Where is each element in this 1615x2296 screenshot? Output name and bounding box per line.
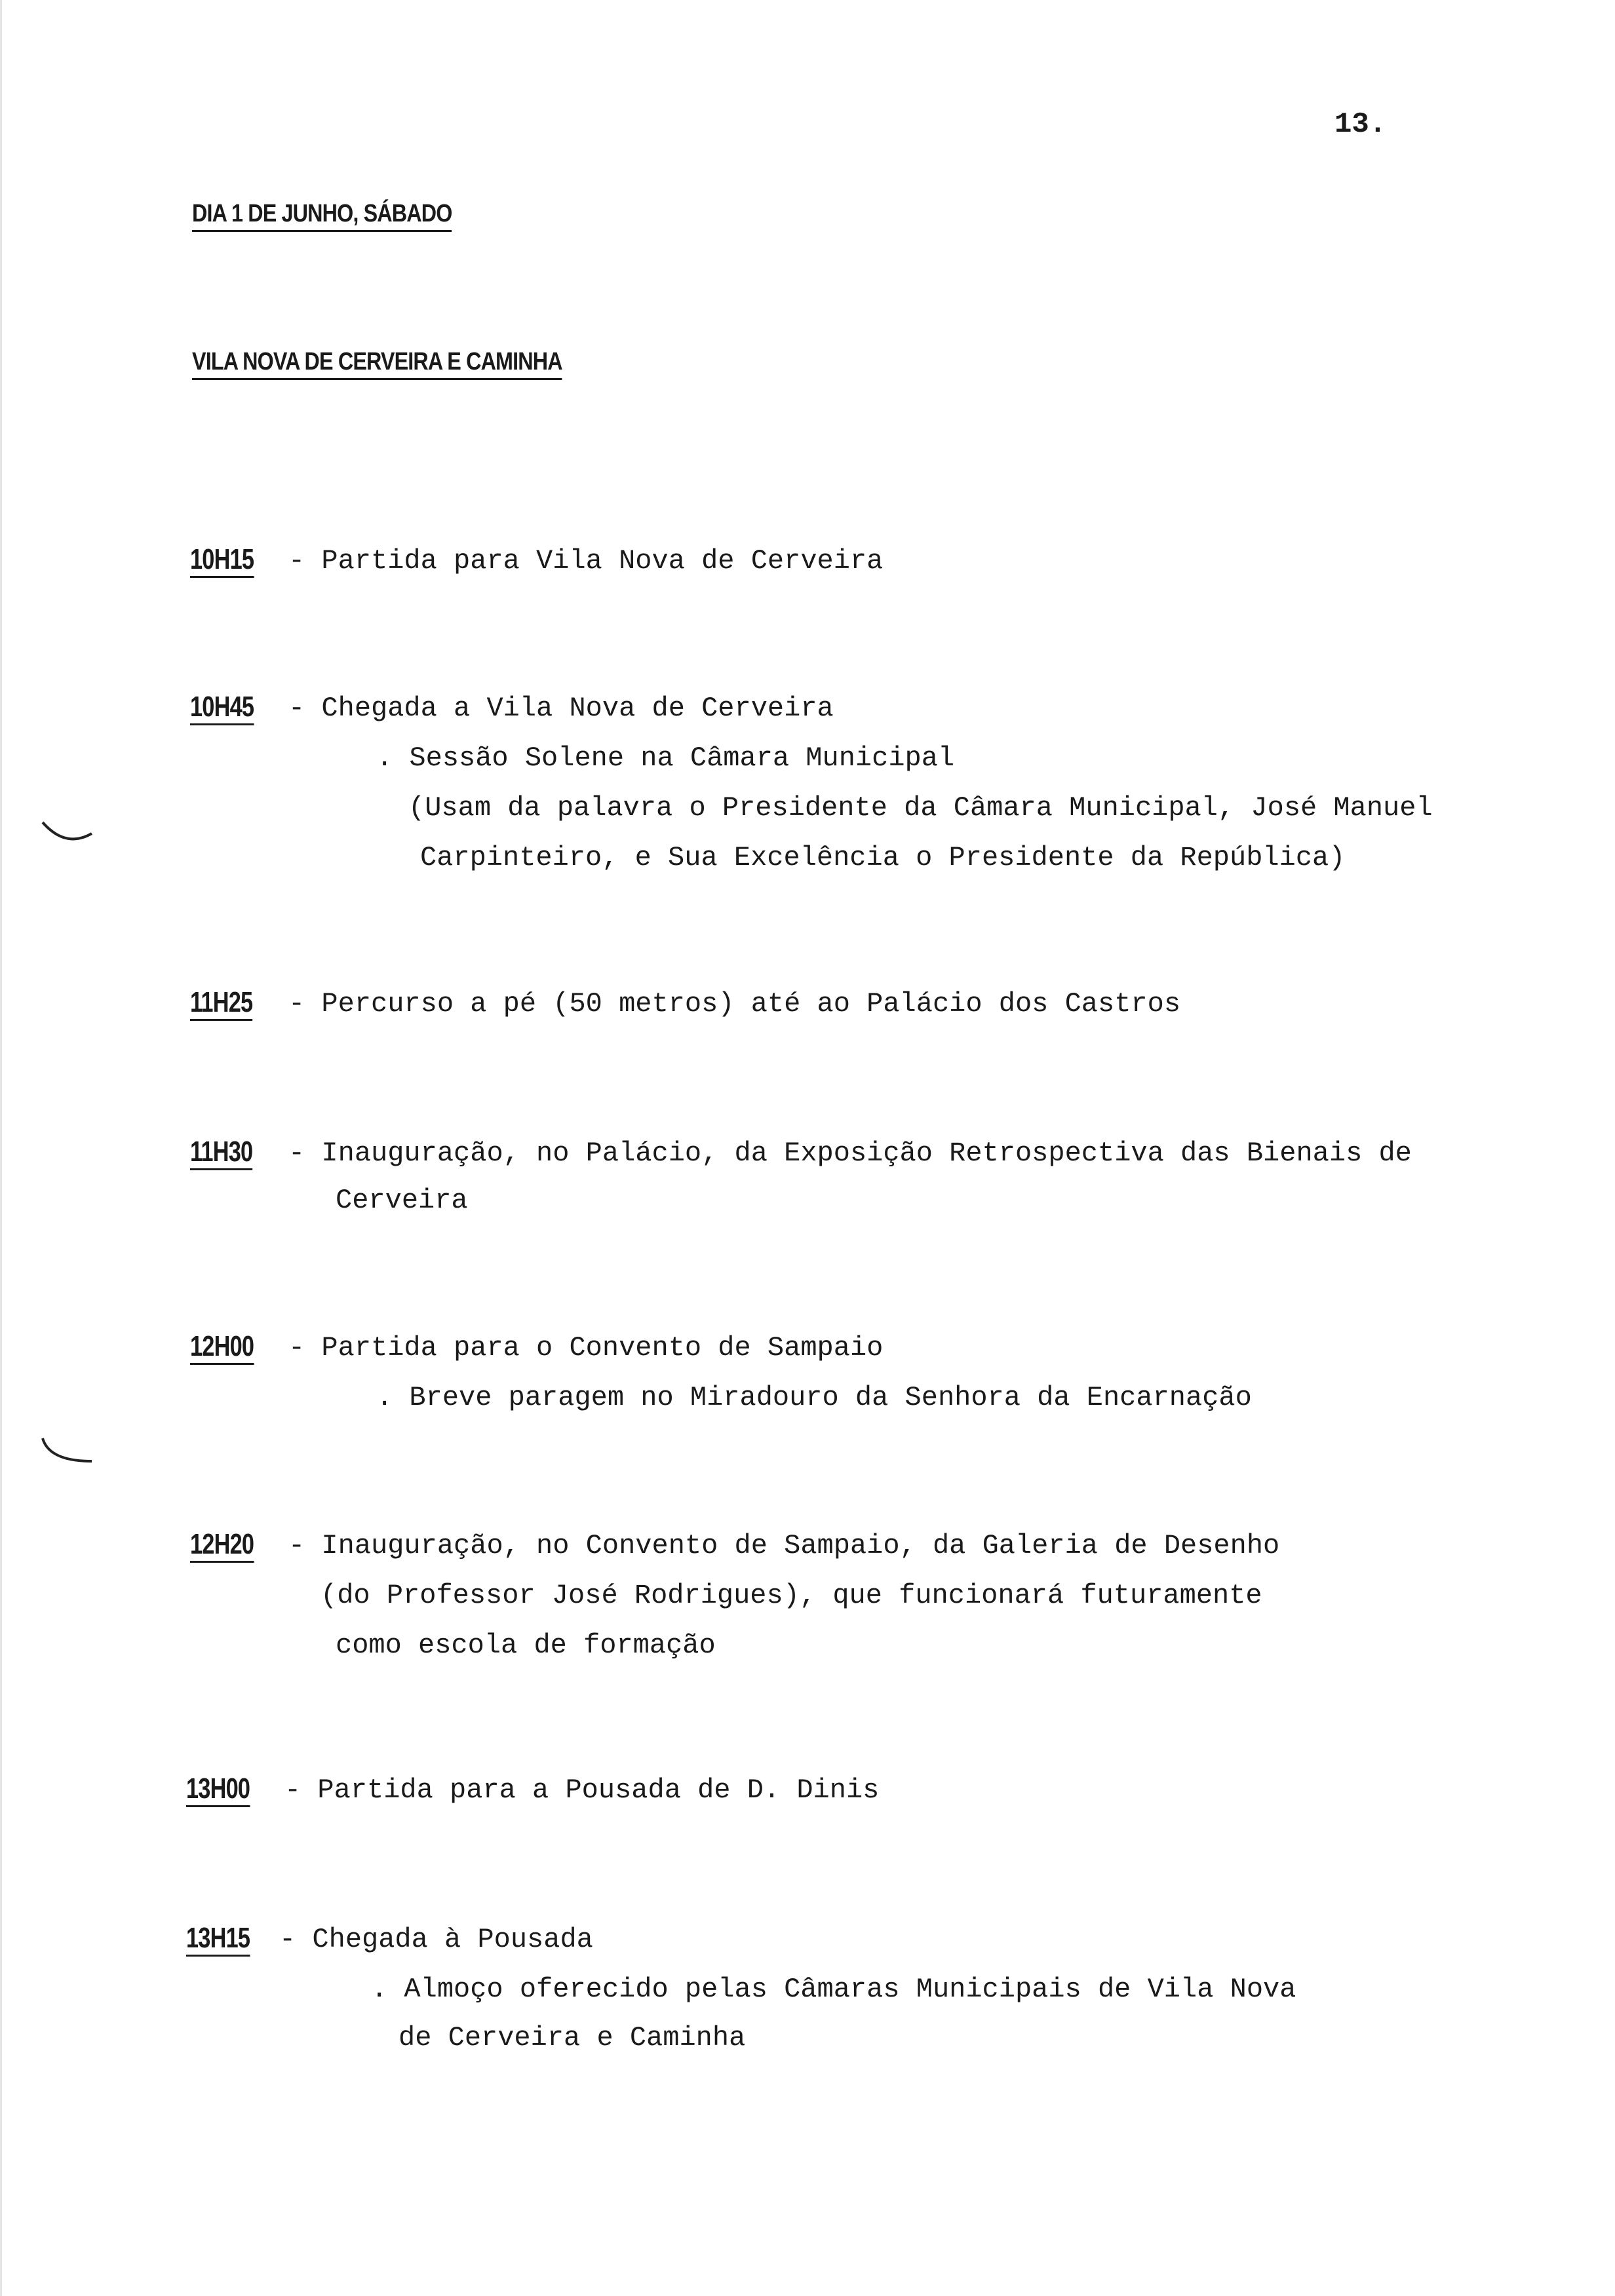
time-label: 12H20 [190,1528,254,1563]
entry-text: - Chegada à Pousada [279,1924,593,1955]
time-label: 13H15 [186,1922,250,1957]
entry-text: . Almoço oferecido pelas Câmaras Municipais de Vila Nova [371,1974,1296,2005]
time-label: 11H25 [190,986,252,1021]
time-label: 11H30 [190,1136,252,1170]
entry-text: - Chegada a Vila Nova de Cerveira [288,693,834,724]
entry-text: (Usam da palavra o Presidente da Câmara Municipal, José Manuel [408,792,1433,824]
entry-text: Carpinteiro, e Sua Excelência o Presidente da República) [420,842,1346,873]
entry-text: como escola de formação [336,1630,716,1661]
entry-text: de Cerveira e Caminha [399,2022,746,2054]
entry-text: Cerveira [336,1185,468,1216]
entry-text: - Inauguração, no Palácio, da Exposição Retrospectiva das Bienais de [288,1138,1412,1169]
entry-text: - Percurso a pé (50 metros) até ao Palácio dos Castros [288,988,1181,1020]
entry-text: . Sessão Solene na Câmara Municipal [376,742,955,774]
entry-text: - Partida para o Convento de Sampaio [288,1332,884,1364]
time-label: 12H00 [190,1330,254,1365]
page-number: 13. [1334,108,1387,141]
entry-text: . Breve paragem no Miradouro da Senhora da Encarnação [376,1382,1252,1413]
day-heading: DIA 1 DE JUNHO, SÁBADO [192,197,452,232]
location-heading: VILA NOVA DE CERVEIRA E CAMINHA [192,345,562,380]
punch-hole-mark [39,819,98,852]
entry-text: - Partida para Vila Nova de Cerveira [288,545,884,577]
time-label: 13H00 [186,1772,250,1807]
entry-text: - Partida para a Pousada de D. Dinis [284,1774,880,1806]
scan-edge [0,0,2,2296]
entry-text: (do Professor José Rodrigues), que funcionará futuramente [321,1580,1262,1611]
entry-text: - Inauguração, no Convento de Sampaio, da Galeria de Desenho [288,1530,1280,1561]
time-label: 10H45 [190,691,254,725]
punch-hole-mark [39,1435,98,1468]
time-label: 10H15 [190,543,254,578]
